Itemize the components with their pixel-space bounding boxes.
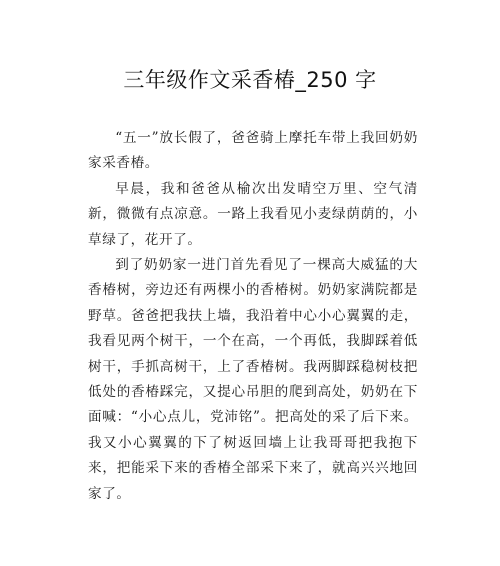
paragraph-3: 到了奶奶家一进门首先看见了一棵高大威猛的大香椿树，旁边还有两棵小的香椿树。奶奶家满院都是野草。爸爸把我扶上墙，我沿着中心小心翼翼的走，我看见两个树干，一个在高，一个再低，我脚踩着低树干，手抓高树干，上了香椿树。我两脚踩稳树枝把低处的香椿踩完，又提心吊胆的爬到高处，奶奶在下面喊：“小心点儿，党沛铭”。把高处的采了后下来。我又小心翼翼的下了树返回墙上让我哥哥把我抱下来，把能采下来的香椿全部采下来了，就高兴兴地回家了。: [88, 257, 418, 502]
paragraph-1: “五一”放长假了，爸爸骑上摩托车带上我回奶奶家采香椿。: [88, 130, 418, 172]
document-title: 三年级作文采香椿_250 字: [123, 68, 377, 92]
paragraph-2: 早晨，我和爸爸从榆次出发晴空万里、空气清新，微微有点凉意。一路上我看见小麦绿荫荫的，小草绿了，花开了。: [88, 180, 418, 248]
document-body: [88, 126, 418, 507]
